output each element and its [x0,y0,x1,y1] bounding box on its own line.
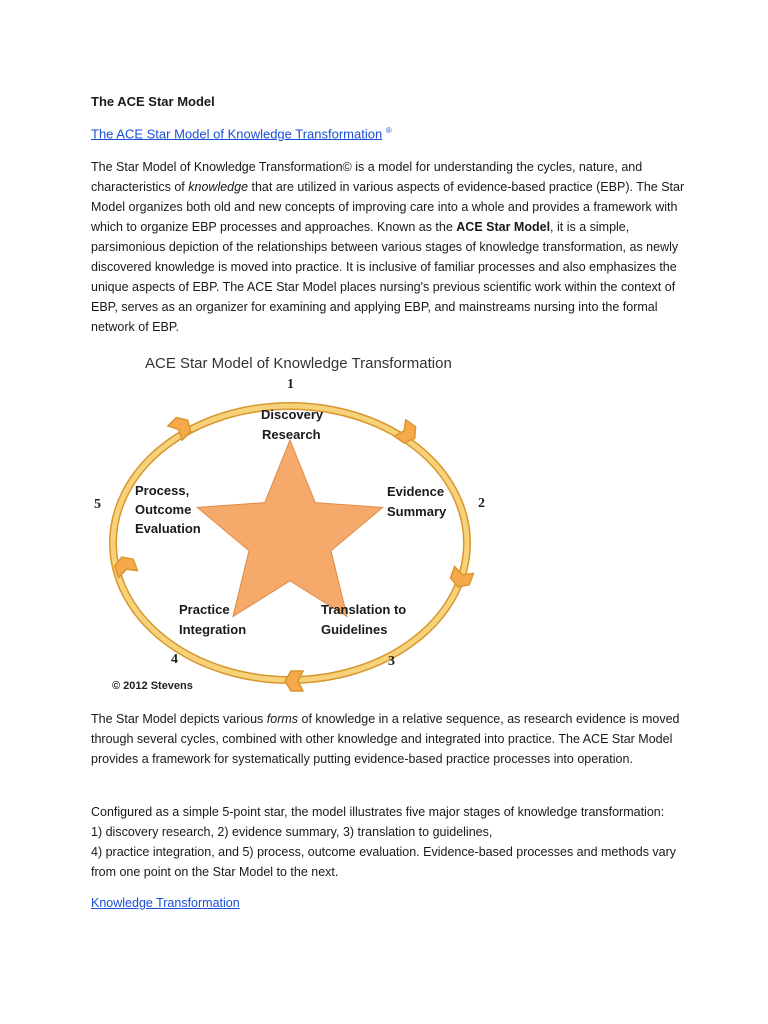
intro-paragraph [91,157,691,337]
forms-text-1: The Star Model depicts various [91,712,267,726]
stages-line-3: 4) practice integration, and 5) process, outcome evaluation. Evidence-based processes and methods vary from one point on the Star Model to the next. [91,845,677,879]
forms-paragraph [91,709,691,769]
stage-4-label-line1: Practice [179,602,230,617]
five-point-star [197,440,382,617]
intro-emphasis-knowledge: knowledge [188,180,249,194]
stage-number-2: 2 [478,496,485,511]
figure-title: ACE Star Model of Knowledge Transformation [145,355,452,372]
stages-paragraph [91,802,691,882]
forms-emphasis: forms [266,712,299,726]
intro-bold-ace-star-model: ACE Star Model [456,220,551,234]
stage-number-3: 3 [388,654,395,669]
stages-line-2: 1) discovery research, 2) evidence summary, 3) translation to guidelines, [91,825,493,839]
intro-text-1: The Star Model of Knowledge Transformation© is a model for understanding the cycles, nature, and characteristics of [91,160,643,194]
stage-4-label-line2: Integration [179,622,247,637]
stage-2-label-line2: Summary [387,504,447,519]
stage-2-label-line1: Evidence [387,484,445,499]
registered-mark[interactable]: ® [385,126,392,135]
ace-star-model-link[interactable] [91,126,392,141]
stage-1-label-line1: Discovery [261,407,324,422]
stage-number-4: 4 [171,652,178,667]
ace-star-model-link-text[interactable]: The ACE Star Model of Knowledge Transformation [91,126,383,142]
knowledge-transformation-link[interactable] [91,896,240,910]
stage-5-label-line2: Outcome [135,502,192,517]
forms-text-2: of knowledge in a relative sequence, as research evidence is moved through several cycles, combined with other knowledge and integrated into practice. The ACE Star Model provides a framework for systematically putting evidence-based practice processes into operation. [91,712,680,766]
intro-text-2: that are utilized in various aspects of evidence-based practice (EBP). The Star Model organizes both old and new concepts of improving care into a whole and provides a framework with which to organize EBP processes and approaches. Known as the [91,180,685,234]
page-title: The ACE Star Model [91,94,215,109]
stage-number-5: 5 [94,497,101,512]
star-model-diagram [80,348,500,698]
stage-5-label-line3: Evaluation [135,521,201,536]
stage-3-label-line2: Guidelines [321,622,388,637]
intro-text-3: , it is a simple, parsimonious depiction of the relationships between various stages of knowledge transformation, as newly discovered knowledge is moved into practice. It is inclusive of familiar processes and also emphasizes the unique aspects of EBP. The ACE Star Model places nursing's previous scientific work within the context of EBP, serves as an organizer for examining and applying EBP, and mainstreams nursing into the formal network of EBP. [91,220,679,334]
stage-number-1: 1 [287,377,294,392]
ace-star-model-figure [80,348,500,698]
figure-copyright: © 2012 Stevens [112,680,193,692]
stage-1-label-line2: Research [262,427,321,442]
stages-line-1: Configured as a simple 5-point star, the model illustrates five major stages of knowledge transformation: [91,805,665,819]
stage-5-label-line1: Process, [135,483,190,498]
stage-3-label-line1: Translation to [321,602,407,617]
knowledge-transformation-link-text[interactable]: Knowledge Transformation [91,896,240,910]
